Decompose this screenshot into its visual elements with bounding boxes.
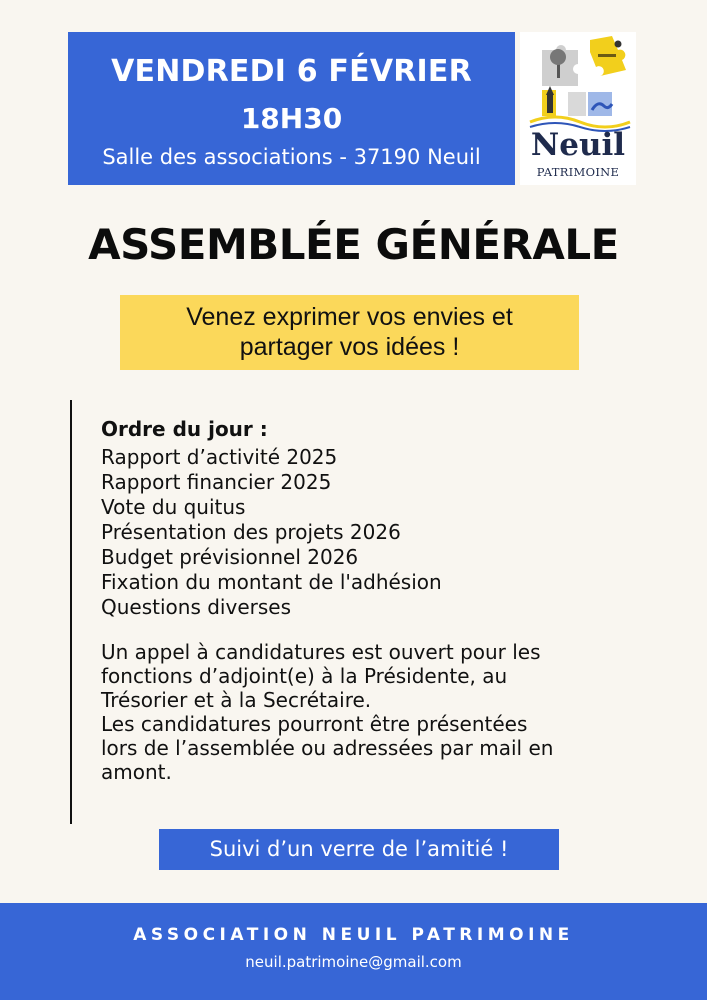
event-time: 18H30: [240, 102, 343, 135]
invitation-line-2: partager vos idées !: [239, 333, 460, 361]
logo-name: Neuil: [530, 127, 626, 163]
agenda-item: Vote du quitus: [101, 495, 246, 519]
page-title: ASSEMBLÉE GÉNÉRALE: [88, 220, 619, 269]
footer-email: neuil.patrimoine@gmail.com: [245, 953, 462, 971]
agenda-item: Fixation du montant de l'adhésion: [101, 570, 442, 594]
footer-organization: ASSOCIATION NEUIL PATRIMOINE: [133, 925, 574, 945]
invitation-line-1: Venez exprimer vos envies et: [186, 303, 513, 331]
call-for-candidates: [101, 640, 621, 784]
agenda-item: Présentation des projets 2026: [101, 520, 401, 544]
agenda-heading: Ordre du jour :: [101, 417, 268, 441]
call-line: Les candidatures pourront être présentées: [101, 712, 528, 736]
call-line: fonctions d’adjoint(e) à la Présidente, au: [101, 664, 508, 688]
agenda-section: [101, 417, 641, 620]
neuil-patrimoine-logo: [520, 32, 636, 185]
vertical-divider: [70, 400, 72, 824]
call-line: amont.: [101, 760, 172, 784]
call-line: Trésorier et à la Secrétaire.: [101, 688, 372, 712]
event-date: VENDREDI 6 FÉVRIER: [111, 54, 472, 89]
agenda-item: Questions diverses: [101, 595, 291, 619]
puzzle-logo-icon: [520, 32, 636, 132]
event-venue: Salle des associations - 37190 Neuil: [102, 145, 481, 169]
closing-banner: Suivi d’un verre de l’amitié !: [159, 829, 559, 870]
agenda-item: Budget prévisionnel 2026: [101, 545, 359, 569]
footer: [0, 903, 707, 1000]
event-header: [68, 32, 515, 185]
invitation-banner: [120, 295, 579, 370]
call-line: Un appel à candidatures est ouvert pour les: [101, 640, 541, 664]
call-line: lors de l’assemblée ou adressées par mail en: [101, 736, 554, 760]
logo-subtitle: PATRIMOINE: [536, 165, 620, 179]
agenda-item: Rapport d’activité 2025: [101, 445, 338, 469]
agenda-item: Rapport financier 2025: [101, 470, 332, 494]
